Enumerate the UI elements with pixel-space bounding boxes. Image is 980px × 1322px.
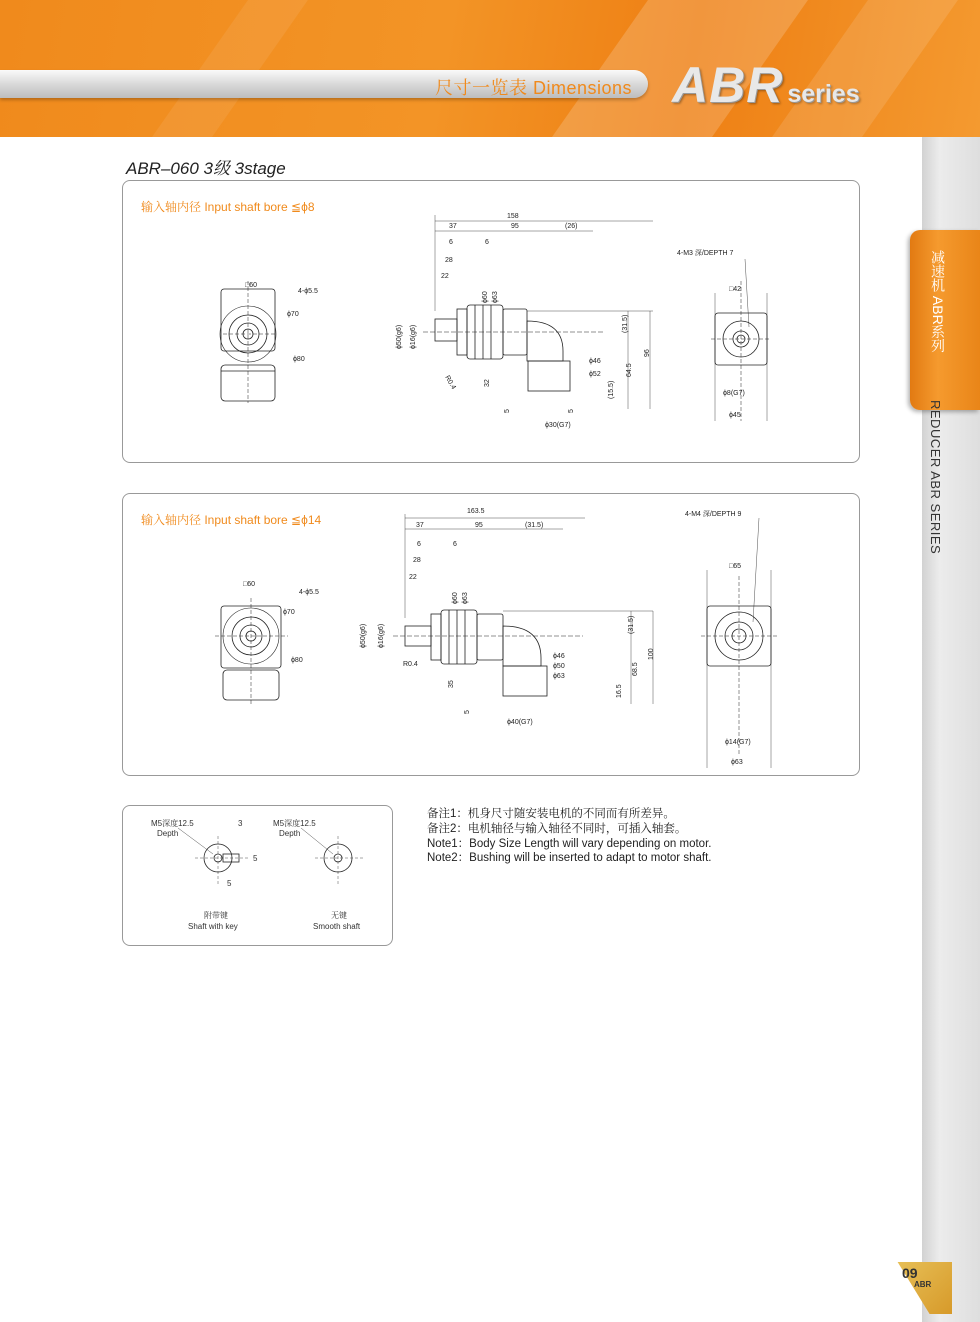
panel-1-end-view (677, 249, 771, 421)
key-left-label-cn: 附带键 (204, 911, 228, 920)
p1-end-bore: ϕ8(G7) (723, 390, 745, 397)
p1-dim-46: ϕ46 (589, 358, 601, 365)
p1-dim-26: (26) (565, 223, 578, 230)
note-en-2: Note2：Bushing will be inserted to adapt to motor shaft. (427, 852, 712, 864)
p2-end-thread: 4-M4 深/DEPTH 9 (685, 511, 742, 518)
p1-dim-95: 95 (511, 223, 519, 230)
p2-dim-total: 163.5 (467, 508, 485, 515)
key-right-depth: Depth (279, 829, 301, 838)
section-title: 尺寸一览表 Dimensions (434, 78, 632, 98)
p2-dim-r04: R0.4 (403, 661, 418, 668)
key-left-dim-c: 5 (227, 879, 232, 888)
p1-front-pcd: ϕ70 (287, 311, 299, 318)
drawing-panel-1 (122, 180, 860, 463)
panel-2-front-view (215, 581, 319, 704)
p1-dim-63: ϕ63 (492, 291, 499, 303)
panel-2-end-view (685, 510, 777, 768)
panel-2-label: 输入轴内径 Input shaft bore ≦ϕ14 (141, 513, 322, 527)
page-number-sub: ABR (914, 1280, 932, 1289)
brand-main: ABR (672, 57, 784, 113)
p1-dim-r04: R0.4 (443, 374, 457, 391)
side-series-label: REDUCER ABR SERIES (928, 400, 943, 555)
model-title: ABR–060 3级 3stage (126, 159, 286, 178)
p2-dim-46: ϕ46 (553, 653, 565, 660)
p1-dim-22: 22 (441, 273, 449, 280)
p1-dim-32: 32 (484, 379, 491, 387)
p2-dim-16g6: ϕ16(g6) (378, 623, 385, 648)
p1-dim-645: 64.5 (626, 363, 633, 377)
p2-dim-6b: 6 (453, 541, 457, 548)
p2-dim-40g7: ϕ40(G7) (507, 719, 533, 726)
p1-dim-96: 96 (644, 349, 651, 357)
p2-dim-315t: (31.5) (525, 522, 544, 529)
p2-dim-50g6: ϕ50(g6) (360, 623, 367, 648)
p1-dim-5a: 5 (504, 409, 511, 413)
p2-dim-50: ϕ50 (553, 663, 565, 670)
p2-dim-6a: 6 (417, 541, 421, 548)
shaft-with-key (151, 818, 258, 931)
shaft-key-panel (122, 805, 393, 946)
p2-dim-685: 68.5 (632, 662, 639, 676)
p1-dim-total: 158 (507, 213, 519, 220)
p2-dim-35: 35 (448, 680, 455, 688)
p2-end-outer: ϕ63 (731, 759, 743, 766)
p1-front-holes: 4-ϕ5.5 (298, 288, 318, 295)
p2-dim-315: (31.5) (628, 615, 635, 634)
p1-dim-52: ϕ52 (589, 371, 601, 378)
p2-dim-63: ϕ63 (462, 592, 469, 604)
p1-dim-16g6: ϕ16(g6) (410, 324, 417, 349)
p1-end-flange: □42 (729, 286, 742, 293)
key-left-dim-a: 3 (238, 819, 243, 828)
section-bar (0, 70, 648, 98)
p1-dim-155: (15.5) (608, 380, 615, 399)
smooth-shaft (273, 818, 363, 931)
panel-1-drawing (123, 181, 859, 462)
p2-dim-63b: ϕ63 (553, 673, 565, 680)
shaft-key-drawing (123, 806, 392, 945)
p2-end-bore: ϕ14(G7) (725, 739, 751, 746)
p1-dim-28: 28 (445, 257, 453, 264)
p1-front-flange: □60 (245, 282, 258, 289)
key-right-thread: M5深度12.5 (273, 819, 316, 828)
brand-logo (672, 56, 860, 114)
brand-sub: series (787, 80, 860, 108)
panel-2-side-view (360, 508, 655, 726)
p2-front-flange: □60 (243, 581, 256, 588)
p2-dim-37: 37 (416, 522, 424, 529)
key-left-dim-b: 5 (253, 854, 258, 863)
p1-dim-315: (31.5) (622, 314, 629, 333)
drawing-panel-2 (122, 493, 860, 776)
note-cn-2: 备注2：电机轴径与输入轴径不同时，可插入轴套。 (427, 823, 687, 835)
p2-dim-60: ϕ60 (452, 592, 459, 604)
p1-dim-5b: 5 (568, 409, 575, 413)
p1-end-thread: 4-M3 深/DEPTH 7 (677, 250, 734, 257)
note-en-1: Note1：Body Size Length will vary depending on motor. (427, 838, 712, 850)
p2-end-flange: □65 (729, 563, 742, 570)
panel-1-front-view (220, 281, 318, 403)
p1-dim-37: 37 (449, 223, 457, 230)
panel-1-side-view (396, 213, 653, 429)
p1-dim-6a: 6 (449, 239, 453, 246)
panel-1-label: 输入轴内径 Input shaft bore ≦ϕ8 (141, 200, 315, 214)
p2-dim-5: 5 (464, 710, 471, 714)
p2-dim-28: 28 (413, 557, 421, 564)
p2-dim-165: 16.5 (616, 684, 623, 698)
key-right-label-cn: 无键 (331, 911, 347, 920)
p2-dim-100: 100 (648, 648, 655, 660)
p1-dim-60: ϕ60 (482, 291, 489, 303)
note-cn-1: 备注1：机身尺寸随安装电机的不同而有所差异。 (427, 808, 675, 820)
p1-front-outer: ϕ80 (293, 356, 305, 363)
p1-dim-50g6: ϕ50(g6) (396, 324, 403, 349)
p2-dim-22: 22 (409, 574, 417, 581)
key-left-depth: Depth (157, 829, 179, 838)
side-tab-label: 减速机 ABR系列 (930, 250, 946, 353)
page-number: 09 (902, 1265, 918, 1281)
key-left-thread: M5深度12.5 (151, 819, 194, 828)
key-right-label-en: Smooth shaft (313, 922, 361, 931)
panel-2-drawing (123, 494, 859, 775)
p2-front-pcd: ϕ70 (283, 609, 295, 616)
p1-dim-30g7: ϕ30(G7) (545, 422, 571, 429)
p2-dim-95: 95 (475, 522, 483, 529)
p1-dim-6b: 6 (485, 239, 489, 246)
key-left-label-en: Shaft with key (188, 922, 238, 931)
p2-front-holes: 4-ϕ5.5 (299, 589, 319, 596)
p1-end-outer: ϕ45 (729, 412, 741, 419)
p2-front-outer: ϕ80 (291, 657, 303, 664)
